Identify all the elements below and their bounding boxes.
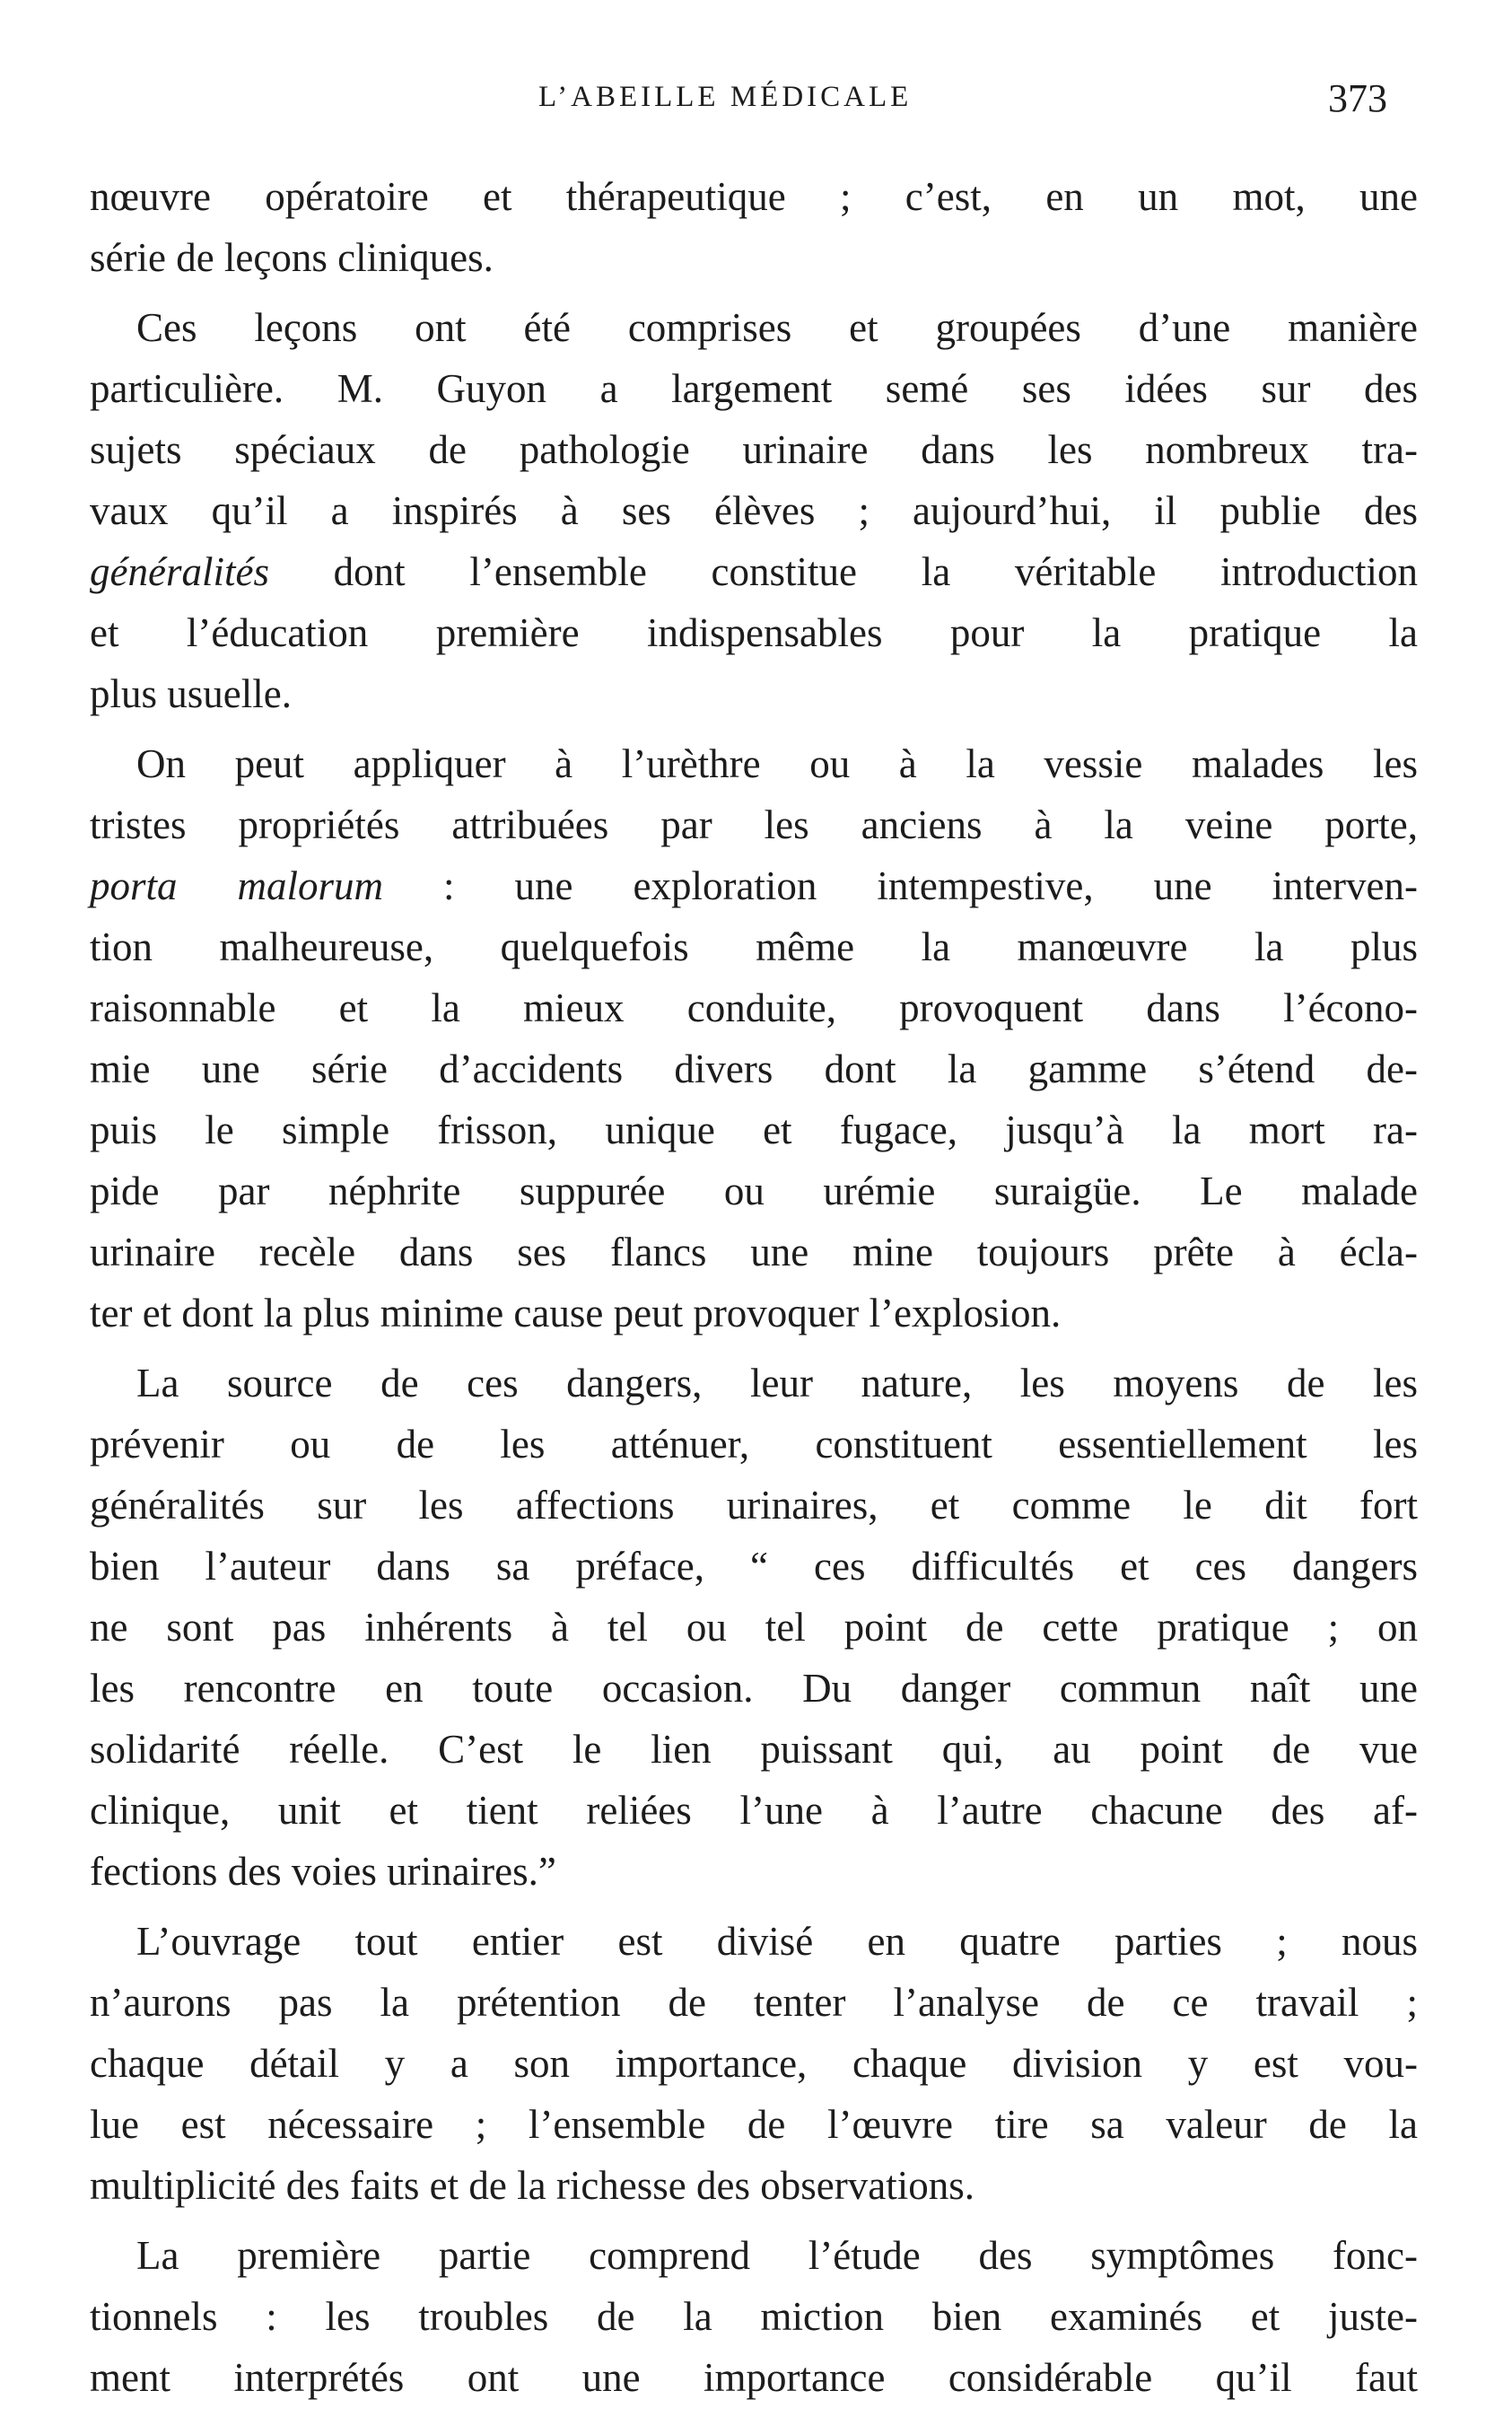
text-line: tristes propriétés attribuées par les anciens à la veine porte, [90,802,1418,847]
text-line: mie une série d’accidents divers dont la gamme s’étend de- [90,1046,1418,1091]
text-line: solidarité réelle. C’est le lien puissant qui, au point de vue [90,1727,1418,1772]
text-line: particulière. M. Guyon a largement semé ses idées sur des [90,366,1418,411]
text-line: La première partie comprend l’étude des symptômes fonc- [136,2233,1418,2278]
text-line: La source de ces dangers, leur nature, les moyens de les [136,1361,1418,1406]
text-line [90,541,1418,602]
text-line: chaque détail y a son importance, chaque division y est vou- [90,2041,1418,2086]
text-line: tion malheureuse, quelquefois même la manœuvre la plus [90,924,1418,969]
text-line: nœuvre opératoire et thérapeutique ; c’est, en un mot, une [90,174,1418,219]
text-line: série de leçons cliniques. [90,235,494,280]
text-line: ter et dont la plus minime cause peut provoquer l’explosion. [90,1291,1062,1335]
text-segment: dont l’ensemble constitue la véritable introduction [333,549,1419,594]
text-line: vaux qu’il a inspirés à ses élèves ; aujourd’hui, il publie des [90,488,1418,533]
text-line: Ces leçons ont été comprises et groupées d’une manière [136,305,1418,350]
page-header [0,76,1512,135]
text-line: raisonnable et la mieux conduite, provoquent dans l’écono- [90,985,1418,1030]
paragraph [90,733,1418,1344]
text-segment: : une exploration intempestive, une interven- [443,863,1419,908]
text-line: tionnels : les troubles de la miction bien examinés et juste- [90,2294,1418,2339]
text-line: puis le simple frisson, unique et fugace, jusqu’à la mort ra- [90,1108,1418,1152]
text-line: sujets spéciaux de pathologie urinaire dans les nombreux tra- [90,427,1418,472]
text-line: pide par néphrite suppurée ou urémie suraigüe. Le malade [90,1169,1418,1213]
text-line: lue est nécessaire ; l’ensemble de l’œuvre tire sa valeur de la [90,2102,1418,2147]
text-line: multiplicité des faits et de la richesse des observations. [90,2163,974,2208]
text-line: et l’éducation première indispensables pour la pratique la [90,610,1418,655]
paragraph [90,166,1418,288]
text-line: généralités sur les affections urinaires, et comme le dit fort [90,1483,1418,1528]
italic-term: généralités [90,549,269,594]
text-line: bien l’auteur dans sa préface, “ ces difficultés et ces dangers [90,1544,1418,1589]
body-text [90,166,1418,2417]
text-line: les rencontre en toute occasion. Du danger commun naît une [90,1666,1418,1711]
text-line: ment interprétés ont une importance considérable qu’il faut [90,2355,1418,2400]
text-line: urinaire recèle dans ses flancs une mine toujours prête à écla- [90,1230,1418,1274]
paragraph [90,1911,1418,2216]
paragraph [90,297,1418,724]
text-line: fections des voies urinaires.” [90,1849,556,1894]
running-title: L’ABEILLE MÉDICALE [538,81,913,113]
text-line: On peut appliquer à l’urèthre ou à la vessie malades les [136,741,1418,786]
text-line: clinique, unit et tient reliées l’une à l’autre chacune des af- [90,1788,1418,1833]
paragraph [90,2225,1418,2408]
text-line: ne sont pas inhérents à tel ou tel point de cette pratique ; on [90,1605,1418,1650]
page-number: 373 [1328,76,1387,120]
paragraph [90,1353,1418,1902]
text-line: prévenir ou de les atténuer, constituent essentiellement les [90,1422,1418,1467]
italic-phrase: porta malorum [90,863,384,908]
text-line: L’ouvrage tout entier est divisé en quatre parties ; nous [136,1919,1418,1964]
text-line: n’aurons pas la prétention de tenter l’analyse de ce travail ; [90,1980,1418,2025]
text-line [90,855,1418,916]
text-line: plus usuelle. [90,671,292,716]
